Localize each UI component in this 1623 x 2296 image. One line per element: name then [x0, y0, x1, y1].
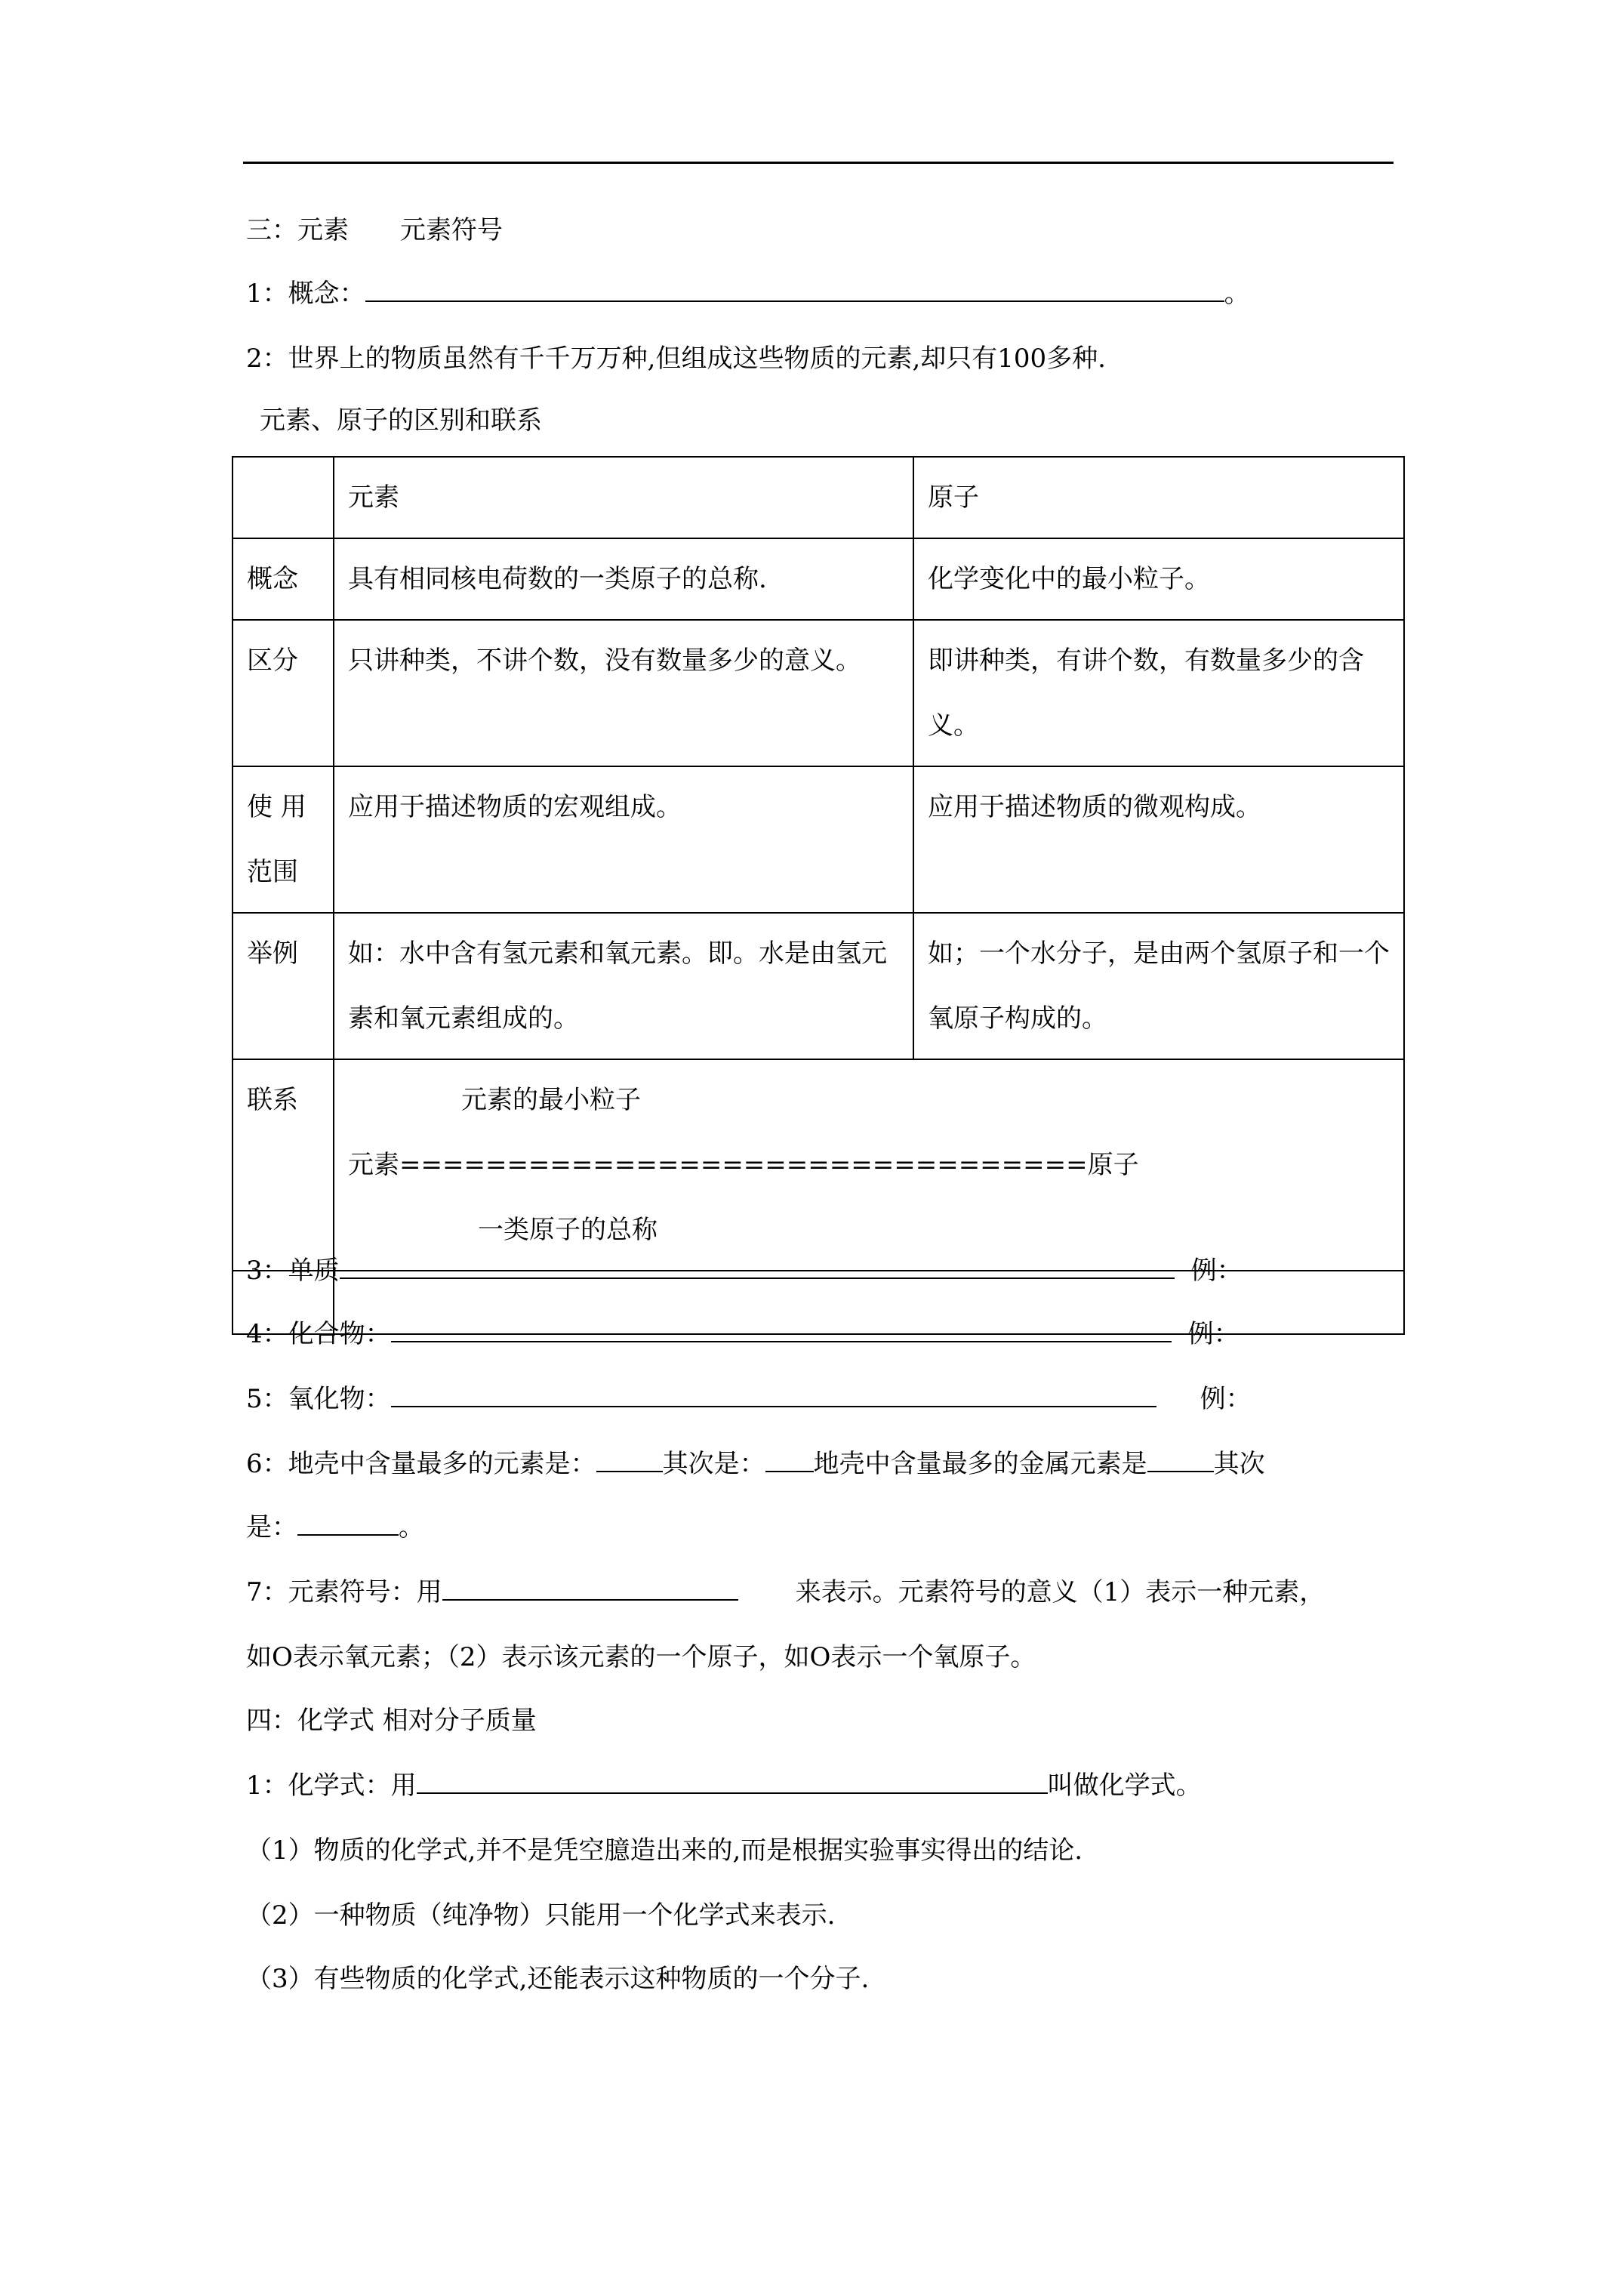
item4-example: 例：: [1187, 1319, 1240, 1349]
row-label: 举例: [233, 913, 334, 1059]
item6-d: 其次: [1213, 1449, 1265, 1479]
header-rule: [243, 162, 1394, 164]
item4-blank[interactable]: [391, 1318, 1172, 1342]
element-cell: 只讲种类，不讲个数，没有数量多少的意义。: [334, 620, 913, 766]
table-row: [233, 766, 1404, 913]
table-title: 元素、原子的区别和联系: [260, 405, 542, 436]
concept-line: [246, 276, 1250, 311]
item7-b: 来表示。元素符号的意义（1）表示一种元素，: [795, 1577, 1326, 1607]
row-label: 区分: [233, 620, 334, 766]
item6-line: [246, 1447, 1265, 1481]
element-cell: 应用于描述物质的宏观组成。: [334, 766, 913, 913]
item5-label: 5：氧化物：: [246, 1384, 391, 1414]
item5-example: 例：: [1200, 1384, 1252, 1414]
table-header-row: [233, 457, 1404, 538]
table-row: [233, 913, 1404, 1059]
item6-blank-1[interactable]: [596, 1448, 663, 1472]
header-cell-atom: 原子: [913, 457, 1404, 538]
item6-a: 6：地壳中含量最多的元素是：: [246, 1449, 596, 1479]
row-label: 使 用范围: [233, 766, 334, 913]
atom-cell: 应用于描述物质的微观构成。: [913, 766, 1404, 913]
item6-blank-4[interactable]: [297, 1512, 399, 1536]
item7-blank[interactable]: [442, 1576, 738, 1601]
atom-cell: 即讲种类，有讲个数，有数量多少的含义。: [913, 620, 1404, 766]
item6-blank-3[interactable]: [1147, 1448, 1214, 1472]
item5-blank[interactable]: [391, 1383, 1156, 1407]
table-row: [233, 538, 1404, 620]
item6-line2: [246, 1510, 424, 1545]
item7-a: 7：元素符号：用: [246, 1577, 442, 1607]
lianxi-bottom: 一类原子的总称: [478, 1215, 658, 1245]
lianxi-middle: 元素================================原子: [348, 1150, 1139, 1180]
note2: （2）一种物质（纯净物）只能用一个化学式来表示.: [246, 1900, 836, 1931]
item6-b: 其次是：: [662, 1449, 765, 1479]
lianxi-top: 元素的最小粒子: [461, 1085, 641, 1115]
formula-line: [246, 1768, 1202, 1803]
concept-blank[interactable]: [365, 278, 1224, 302]
table-row: [233, 620, 1404, 766]
item2-text: 2：世界上的物质虽然有千千万万种,但组成这些物质的元素,却只有100多种.: [246, 344, 1106, 374]
comparison-table: [232, 456, 1405, 1335]
item4-line: [246, 1317, 1240, 1351]
concept-end: 。: [1224, 279, 1250, 309]
note3: （3）有些物质的化学式,还能表示这种物质的一个分子.: [246, 1964, 870, 1994]
formula-end: 叫做化学式。: [1047, 1771, 1202, 1801]
item3-label: 3：单质: [246, 1256, 340, 1286]
section3-heading: 三：元素 元素符号: [246, 215, 503, 245]
lianxi-row: [233, 1059, 1404, 1271]
element-cell: 如：水中含有氢元素和氧元素。即。水是由氢元素和氧元素组成的。: [334, 913, 913, 1059]
atom-cell: 如；一个水分子，是由两个氢原子和一个氧原子构成的。: [913, 913, 1404, 1059]
note1: （1）物质的化学式,并不是凭空臆造出来的,而是根据实验事实得出的结论.: [246, 1835, 1083, 1866]
item3-example: 例：: [1190, 1256, 1243, 1286]
item6-blank-2[interactable]: [765, 1448, 814, 1472]
row-label: 联系: [233, 1059, 334, 1271]
formula-blank[interactable]: [417, 1770, 1048, 1794]
item5-line: [246, 1382, 1252, 1416]
concept-label: 1：概念：: [246, 279, 365, 309]
item7-line2: 如O表示氧元素；（2）表示该元素的一个原子，如O表示一个氧原子。: [246, 1642, 1036, 1672]
item6-end: 。: [399, 1512, 424, 1542]
section4-heading: 四：化学式 相对分子质量: [246, 1706, 537, 1736]
element-cell: 具有相同核电荷数的一类原子的总称.: [334, 538, 913, 620]
formula-label: 1：化学式：用: [246, 1771, 417, 1801]
item6-e: 是：: [246, 1512, 297, 1542]
atom-cell: 化学变化中的最小粒子。: [913, 538, 1404, 620]
item3-blank[interactable]: [340, 1255, 1175, 1279]
lianxi-cell: [334, 1059, 1404, 1271]
item3-line: [246, 1253, 1243, 1288]
header-cell-empty: [233, 457, 334, 538]
item6-c: 地壳中含量最多的金属元素是: [813, 1449, 1147, 1479]
item4-label: 4：化合物：: [246, 1319, 391, 1349]
row-label: 概念: [233, 538, 334, 620]
header-cell-element: 元素: [334, 457, 913, 538]
item7-line: [246, 1575, 1325, 1610]
